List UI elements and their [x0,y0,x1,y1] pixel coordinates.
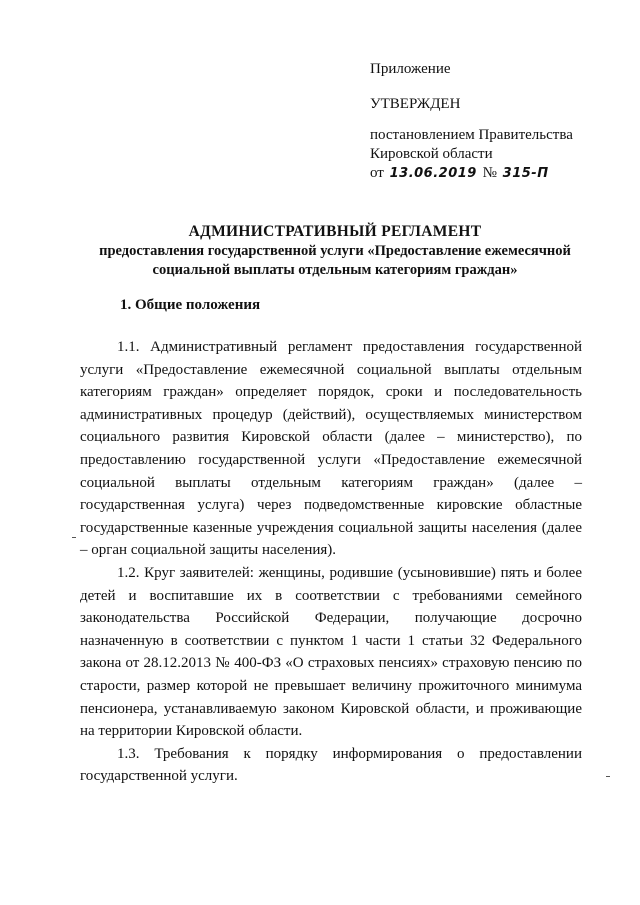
document-title: АДМИНИСТРАТИВНЫЙ РЕГЛАМЕНТ [188,223,482,240]
scan-speck [72,537,76,538]
handwritten-number: 315-П [502,166,549,181]
paragraph-1-3: 1.3. Требования к порядку информирования о предоставлении государственной услуги. [80,745,582,785]
approved-label: УТВЕРЖДЕН [370,96,461,112]
document-title-block [80,222,590,280]
document-subtitle: предоставления государственной услуги «Предоставление ежемесячной социальной выплаты отдельным категориям граждан» [99,243,571,278]
paragraph-1-2: 1.2. Круг заявителей: женщины, родившие (усыновившие) пять и более детей и воспитавшие их в соответствии с требованиями семейного законодательства Российской Федерации, получающие досрочно назначенную в соответствии с пунктом 1 части 1 статьи 32 Федерального закона от 28.12.2013 № 400-ФЗ «О страховых пенсиях» страховую пенсию по старости, размер которой не превышает величину прожиточного минимума пенсионера, устанавливаемую законом Кировской области, и проживающие на территории Кировской области. [80,564,582,740]
paragraph-1-1: 1.1. Административный регламент предоставления государственной услуги «Предоставление ежемесячной социальной выплаты отдельным категориям граждан» определяет порядок, сроки и последовательность административных процедур (действий), осуществляемых министерством социального развития Кировской области (далее – министерство), по предоставлению государственной услуги «Предоставление ежемесячной социальной выплаты отдельным категориям граждан» (далее – государственная услуга) через подведомственные кировские областные государственные казенные учреждения социальной защиты населения (далее – орган социальной защиты населения). [80,339,582,559]
number-prefix: № [482,165,497,181]
section-heading: 1. Общие положения [120,297,261,313]
approval-stamp-block [370,60,620,183]
decree-date-number-line [370,164,620,183]
decree-line-1: постановлением Правительства [370,127,573,143]
scan-speck [606,776,610,777]
document-body [80,336,582,788]
date-prefix: от [370,165,384,181]
handwritten-date: 13.06.2019 [389,166,477,181]
appendix-label: Приложение [370,61,451,77]
decree-line-2: Кировской области [370,146,493,162]
